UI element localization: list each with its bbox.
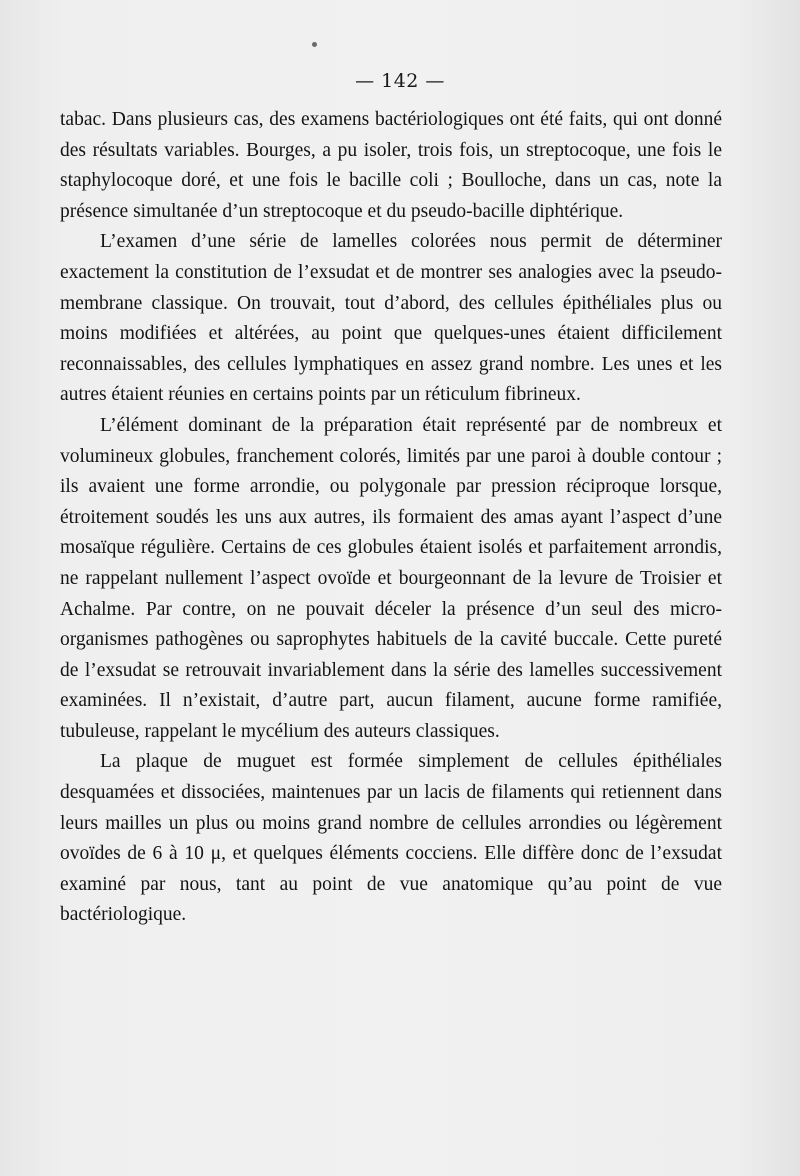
- print-speck: [312, 42, 317, 47]
- paragraph-2: L’examen d’une série de lamelles colorées nous permit de déterminer exactement la constitution de l’exsudat et de montrer ses analogies avec la pseudo-membrane classique. On trouvait, tout d’abord, des cellules épithéliales plus ou moins modifiées et altérées, au point que quelques-unes étaient difficilement reconnaissables, des cellules lymphatiques en assez grand nombre. Les unes et les autres étaient réunies en certains points par un réticulum fibrineux.: [60, 231, 722, 406]
- paragraph-1: tabac. Dans plusieurs cas, des examens bactériologiques ont été faits, qui ont donné des résultats variables. Bourges, a pu isoler, trois fois, un streptocoque, une fois le staphylocoque doré, et une fois le bacille coli ; Boulloche, dans un cas, note la présence simultanée d’un streptocoque et du pseudo-bacille diphtérique.: [60, 109, 722, 222]
- paragraph-3: L’élément dominant de la préparation était représenté par de nombreux et volumineux globules, franchement colorés, limités par une paroi à double contour ; ils avaient une forme arrondie, ou polygonale par pression réciproque lorsque, étroitement soudés les uns aux autres, ils formaient des amas ayant l’aspect d’une mosaïque régulière. Certains de ces globules étaient isolés et parfaitement arrondis, ne rappelant nullement l’aspect ovoïde et bourgeonnant de la levure de Troisier et Achalme. Par contre, on ne pouvait déceler la présence d’un seul des micro-organismes pathogènes ou saprophytes habituels de la cavité buccale. Cette pureté de l’exsudat se retrouvait invariablement dans la série des lamelles successivement examinées. Il n’existait, d’autre part, aucun filament, aucune forme ramifiée, tubuleuse, rappelant le mycélium des auteurs classiques.: [60, 414, 722, 742]
- paragraph-4: La plaque de muguet est formée simplement de cellules épithéliales desquamées et dissociées, maintenues par un lacis de filaments qui retiennent dans leurs mailles un plus ou moins grand nombre de cellules arrondies ou légèrement ovoïdes de 6 à 10 μ, et quelques éléments cocciens. Elle diffère donc de l’exsudat examiné par nous, tant au point de vue anatomique qu’au point de vue bactériologique.: [60, 751, 722, 926]
- page-number: — 142 —: [355, 70, 445, 92]
- body-text: [60, 105, 722, 931]
